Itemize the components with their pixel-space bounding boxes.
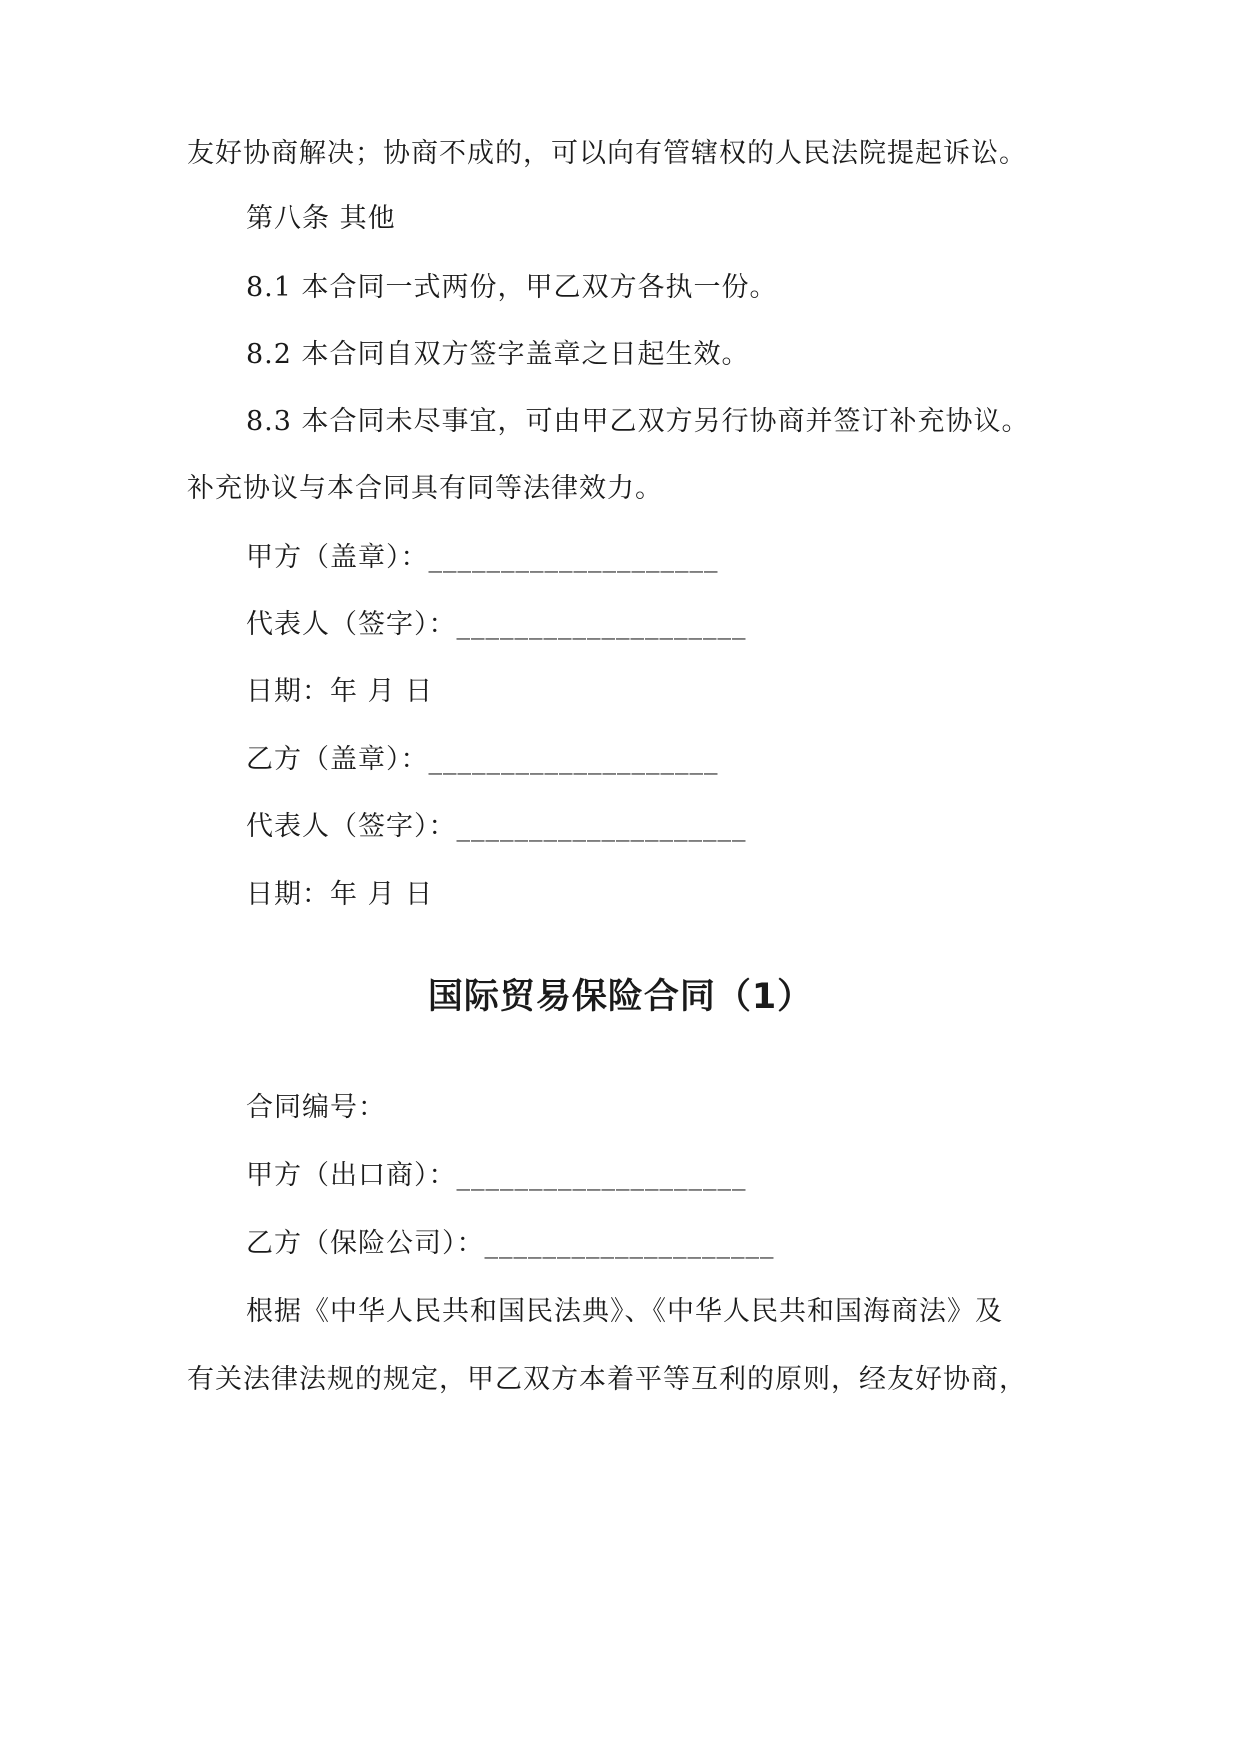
clause-8-3: 8.3 本合同未尽事宜，可由甲乙双方另行协商并签订补充协议。 — [246, 406, 1030, 437]
article-heading: 第八条 其他 — [246, 203, 396, 234]
party-b-seal-line: 乙方（盖章）：____________________ — [246, 744, 719, 775]
exporter-line: 甲方（出口商）：____________________ — [246, 1160, 747, 1191]
contract-number-line: 合同编号： — [246, 1092, 386, 1123]
contract-title: 国际贸易保险合同（1） — [427, 977, 814, 1017]
clause-8-2: 8.2 本合同自双方签字盖章之日起生效。 — [246, 339, 750, 370]
party-a-representative-line: 代表人（签字）：____________________ — [246, 609, 747, 640]
legal-basis-paragraph: 根据《中华人民共和国民法典》、《中华人民共和国海商法》及 — [246, 1296, 1003, 1327]
party-b-date-line: 日期：年 月 日 — [246, 879, 434, 910]
paragraph-dispute-resolution: 友好协商解决；协商不成的，可以向有管辖权的人民法院提起诉讼。 — [187, 138, 1027, 169]
party-a-date-line: 日期：年 月 日 — [246, 676, 434, 707]
party-a-seal-line: 甲方（盖章）：____________________ — [246, 542, 719, 573]
legal-basis-continuation: 有关法律法规的规定，甲乙双方本着平等互利的原则，经友好协商， — [187, 1364, 1027, 1395]
clause-8-1: 8.1 本合同一式两份，甲乙双方各执一份。 — [246, 272, 778, 303]
party-b-representative-line: 代表人（签字）：____________________ — [246, 811, 747, 842]
insurer-line: 乙方（保险公司）：____________________ — [246, 1228, 775, 1259]
clause-8-3-continuation: 补充协议与本合同具有同等法律效力。 — [187, 473, 663, 504]
